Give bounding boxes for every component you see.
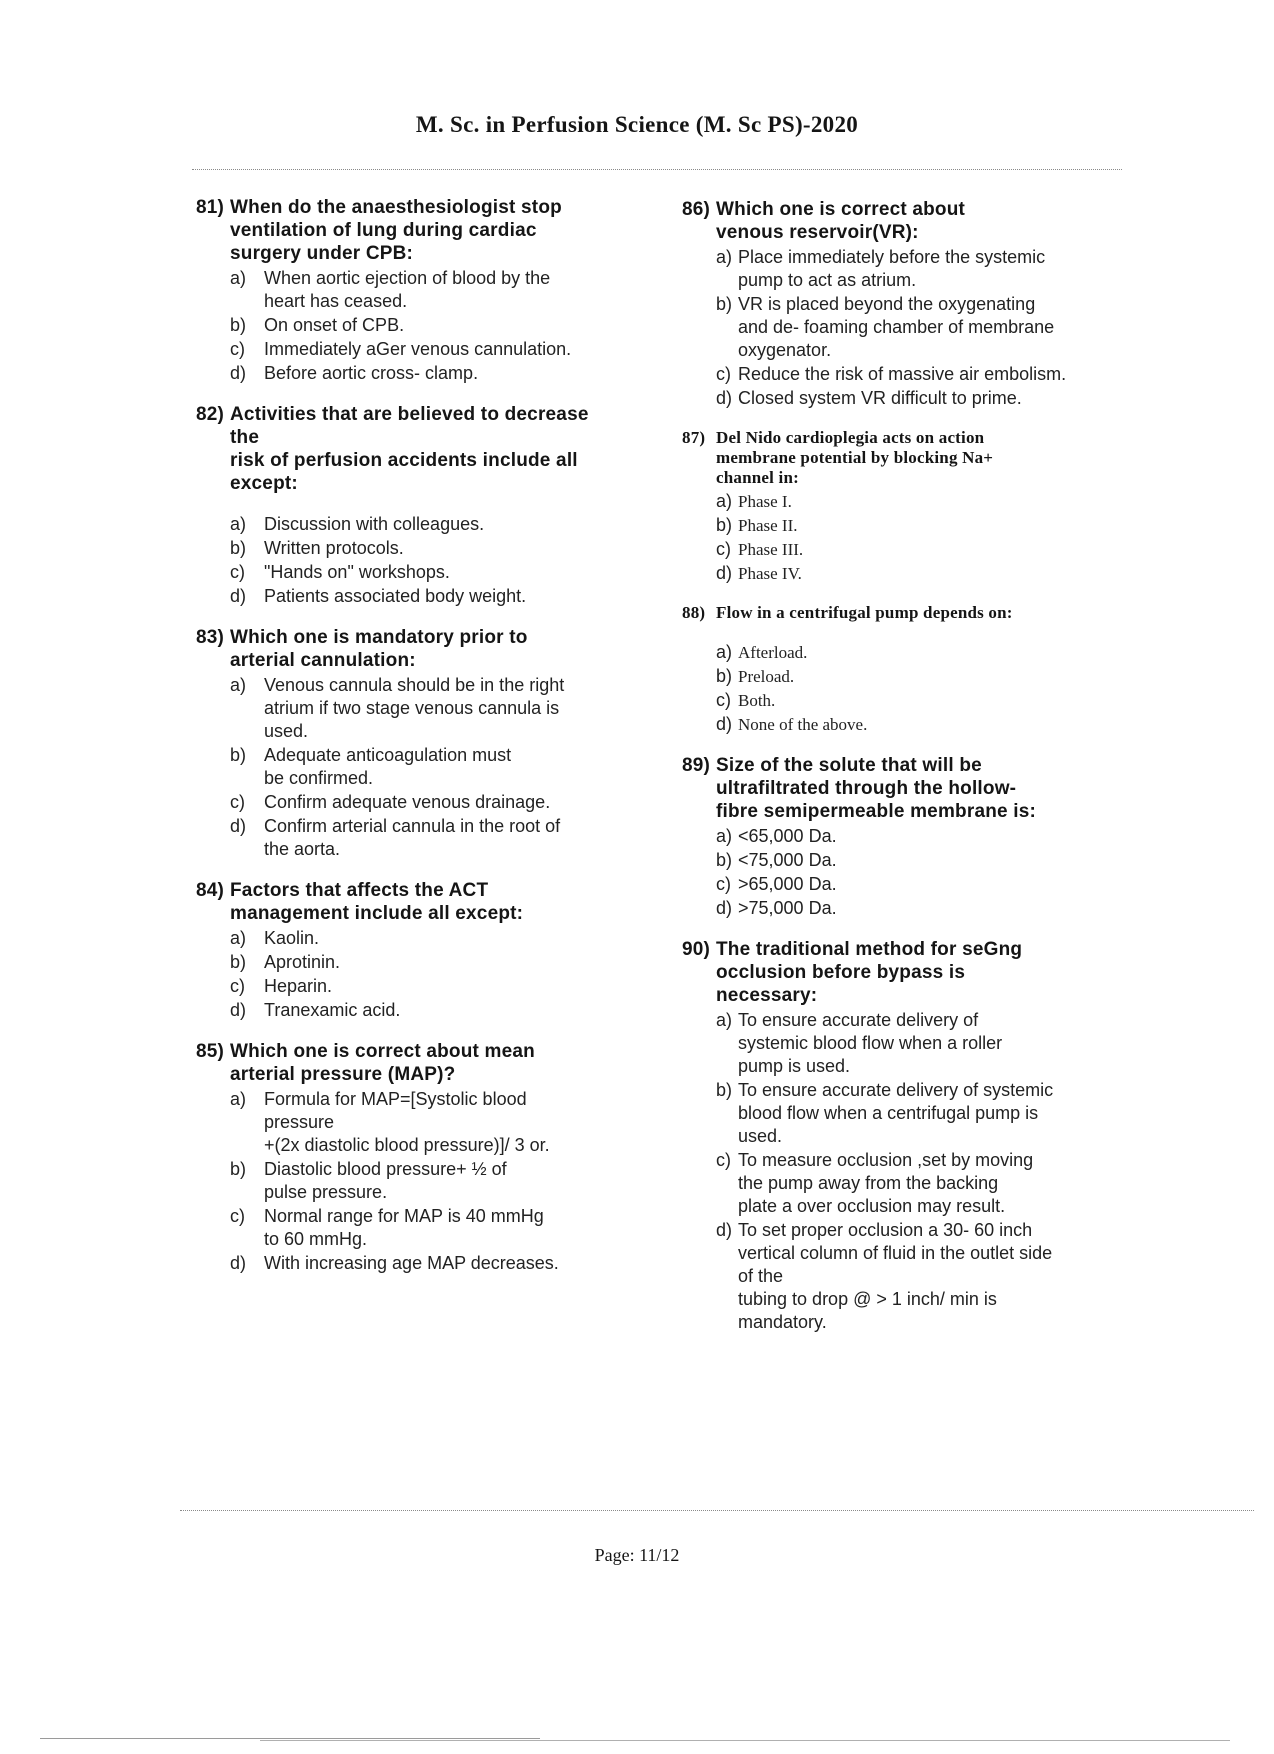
option-text: Kaolin.	[264, 928, 320, 948]
question-text: Activities that are believed to decrease the risk of perfusion accidents include all except:	[230, 404, 589, 494]
question-heading	[196, 879, 636, 925]
option-letter: c)	[716, 690, 731, 710]
question-text: When do the anaesthesiologist stop ventilation of lung during cardiac surgery under CPB:	[230, 197, 562, 264]
question-83	[196, 626, 636, 861]
option-letter: c)	[230, 976, 245, 996]
question-heading	[682, 754, 1152, 823]
option-letter: a)	[716, 491, 733, 511]
option-letter: c)	[230, 792, 245, 812]
option-letter: d)	[230, 1253, 247, 1273]
option-letter: b)	[230, 952, 247, 972]
option-list	[196, 674, 636, 861]
option-b	[230, 1158, 636, 1204]
option-a	[230, 1088, 636, 1157]
option-letter: c)	[230, 562, 245, 582]
option-text: Confirm arterial cannula in the root of the aorta.	[264, 816, 561, 859]
question-text: Flow in a centrifugal pump depends on:	[716, 603, 1013, 622]
option-text: Discussion with colleagues.	[264, 514, 485, 534]
question-number: 84)	[196, 880, 225, 901]
option-letter: a)	[716, 1010, 733, 1030]
option-list	[682, 825, 1152, 920]
option-text: To measure occlusion ,set by moving the pump away from the backing plate a over occlusion may result.	[738, 1150, 1034, 1216]
question-heading	[196, 626, 636, 672]
option-text: Closed system VR difficult to prime.	[738, 388, 1022, 408]
option-list	[682, 1009, 1152, 1334]
page-number: Page: 11/12	[594, 1545, 680, 1565]
option-list	[196, 513, 636, 608]
option-b	[716, 849, 1152, 872]
option-c	[230, 1205, 636, 1251]
question-number: 88)	[682, 603, 706, 622]
option-text: Phase IV.	[738, 564, 802, 583]
option-text: None of the above.	[738, 715, 868, 734]
option-b	[230, 314, 636, 337]
option-a	[716, 1009, 1152, 1078]
option-b	[230, 951, 636, 974]
option-d	[716, 897, 1152, 920]
option-c	[716, 1149, 1152, 1218]
option-d	[716, 713, 1152, 736]
option-letter: a)	[716, 642, 733, 662]
option-text: On onset of CPB.	[264, 315, 405, 335]
scan-edge-line	[260, 1740, 1230, 1741]
option-c	[716, 363, 1152, 386]
option-b	[716, 514, 1152, 537]
question-82	[196, 403, 636, 608]
option-c	[230, 338, 636, 361]
option-letter: b)	[716, 850, 733, 870]
option-list	[682, 246, 1152, 410]
question-number: 82)	[196, 404, 225, 425]
option-letter: d)	[716, 898, 733, 918]
option-letter: a)	[230, 675, 247, 695]
option-letter: d)	[230, 816, 247, 836]
option-text: Phase II.	[738, 516, 798, 535]
option-letter: b)	[230, 538, 247, 558]
question-number: 89)	[682, 755, 711, 776]
option-letter: b)	[230, 745, 247, 765]
question-heading	[682, 603, 1152, 623]
option-letter: b)	[716, 666, 733, 686]
option-text: With increasing age MAP decreases.	[264, 1253, 559, 1273]
option-text: VR is placed beyond the oxygenating and de- foaming chamber of membrane oxygenator.	[738, 294, 1055, 360]
option-text: When aortic ejection of blood by the heart has ceased.	[264, 268, 551, 311]
option-letter: c)	[716, 539, 731, 559]
option-letter: d)	[716, 714, 733, 734]
option-text: Before aortic cross- clamp.	[264, 363, 479, 383]
option-text: Diastolic blood pressure+ ½ of pulse pressure.	[264, 1159, 507, 1202]
question-text: Which one is correct about mean arterial pressure (MAP)?	[230, 1041, 535, 1085]
option-a	[716, 490, 1152, 513]
question-heading	[196, 1040, 636, 1086]
option-letter: a)	[716, 826, 733, 846]
option-list	[196, 927, 636, 1022]
option-b	[716, 1079, 1152, 1148]
option-a	[230, 513, 636, 536]
question-87	[682, 428, 1152, 585]
question-text: Which one is correct about venous reservoir(VR):	[716, 199, 966, 243]
question-84	[196, 879, 636, 1022]
option-text: Normal range for MAP is 40 mmHg to 60 mmHg.	[264, 1206, 544, 1249]
option-text: <65,000 Da.	[738, 826, 837, 846]
question-number: 83)	[196, 627, 225, 648]
option-letter: a)	[230, 514, 247, 534]
question-81	[196, 196, 636, 385]
option-text: To ensure accurate delivery of systemic blood flow when a centrifugal pump is used.	[738, 1080, 1054, 1146]
header-divider	[192, 169, 1122, 170]
option-a	[230, 674, 636, 743]
option-letter: b)	[230, 1159, 247, 1179]
option-a	[230, 267, 636, 313]
option-letter: d)	[716, 388, 733, 408]
option-a	[716, 641, 1152, 664]
option-b	[716, 665, 1152, 688]
question-text: The traditional method for seGng occlusion before bypass is necessary:	[716, 939, 1023, 1006]
option-letter: b)	[230, 315, 247, 335]
page-header-title: M. Sc. in Perfusion Science (M. Sc PS)-2020	[415, 112, 859, 137]
option-d	[230, 1252, 636, 1275]
option-list	[682, 641, 1152, 736]
option-text: Reduce the risk of massive air embolism.	[738, 364, 1067, 384]
question-89	[682, 754, 1152, 920]
option-text: Confirm adequate venous drainage.	[264, 792, 551, 812]
option-letter: a)	[230, 928, 247, 948]
option-c	[716, 873, 1152, 896]
question-heading	[196, 196, 636, 265]
option-letter: a)	[716, 247, 733, 267]
option-text: Place immediately before the systemic pump to act as atrium.	[738, 247, 1046, 290]
option-a	[716, 825, 1152, 848]
question-number: 86)	[682, 199, 711, 220]
option-b	[230, 537, 636, 560]
question-text: Size of the solute that will be ultrafiltrated through the hollow- fibre semipermeable membrane is:	[716, 755, 1037, 822]
option-letter: d)	[230, 1000, 247, 1020]
question-86	[682, 198, 1152, 410]
option-text: Written protocols.	[264, 538, 404, 558]
option-letter: c)	[716, 364, 731, 384]
left-question-column	[196, 196, 636, 1293]
option-b	[716, 293, 1152, 362]
option-text: Phase I.	[738, 492, 792, 511]
option-list	[196, 1088, 636, 1275]
option-text: Aprotinin.	[264, 952, 341, 972]
question-number: 87)	[682, 428, 706, 447]
footer-divider	[180, 1510, 1254, 1511]
option-text: Adequate anticoagulation must be confirmed.	[264, 745, 512, 788]
option-letter: b)	[716, 294, 733, 314]
option-text: Afterload.	[738, 643, 808, 662]
option-c	[230, 791, 636, 814]
option-letter: d)	[716, 1220, 733, 1240]
right-question-column	[682, 198, 1152, 1352]
option-text: Immediately aGer venous cannulation.	[264, 339, 572, 359]
option-c	[716, 689, 1152, 712]
option-text: Tranexamic acid.	[264, 1000, 401, 1020]
option-d	[716, 387, 1152, 410]
option-text: Venous cannula should be in the right atrium if two stage venous cannula is used.	[264, 675, 565, 741]
question-heading	[196, 403, 636, 495]
option-letter: c)	[716, 874, 731, 894]
question-heading	[682, 428, 1152, 488]
option-text: Patients associated body weight.	[264, 586, 527, 606]
option-text: Preload.	[738, 667, 795, 686]
option-letter: c)	[716, 1150, 731, 1170]
option-text: >75,000 Da.	[738, 898, 837, 918]
question-text: Factors that affects the ACT management include all except:	[230, 880, 524, 924]
option-text: To set proper occlusion a 30- 60 inch vertical column of fluid in the outlet side of the tubing to drop @ > 1 inch/ min is mandatory.	[738, 1220, 1053, 1332]
option-d	[230, 999, 636, 1022]
option-letter: a)	[230, 1089, 247, 1109]
scan-edge-line	[40, 1738, 540, 1739]
question-number: 90)	[682, 939, 711, 960]
option-d	[230, 815, 636, 861]
option-text: "Hands on" workshops.	[264, 562, 450, 582]
option-text: Heparin.	[264, 976, 333, 996]
question-heading	[682, 938, 1152, 1007]
question-85	[196, 1040, 636, 1275]
option-text: Formula for MAP=[Systolic blood pressure +(2x diastolic blood pressure)]/ 3 or.	[264, 1089, 550, 1155]
question-heading	[682, 198, 1152, 244]
option-letter: b)	[716, 1080, 733, 1100]
option-letter: d)	[230, 586, 247, 606]
option-letter: d)	[230, 363, 247, 383]
question-number: 81)	[196, 197, 225, 218]
question-90	[682, 938, 1152, 1334]
question-88	[682, 603, 1152, 736]
option-list	[196, 267, 636, 385]
option-letter: c)	[230, 339, 245, 359]
option-text: To ensure accurate delivery of systemic blood flow when a roller pump is used.	[738, 1010, 1003, 1076]
option-letter: d)	[716, 563, 733, 583]
option-list	[682, 490, 1152, 585]
option-d	[230, 362, 636, 385]
option-d	[716, 1219, 1152, 1334]
option-a	[716, 246, 1152, 292]
option-letter: c)	[230, 1206, 245, 1226]
option-letter: a)	[230, 268, 247, 288]
option-c	[230, 975, 636, 998]
question-number: 85)	[196, 1041, 225, 1062]
option-c	[716, 538, 1152, 561]
option-text: >65,000 Da.	[738, 874, 837, 894]
option-d	[230, 585, 636, 608]
option-b	[230, 744, 636, 790]
question-text: Del Nido cardioplegia acts on action membrane potential by blocking Na+ channel in:	[716, 428, 994, 487]
option-c	[230, 561, 636, 584]
option-text: Both.	[738, 691, 776, 710]
question-text: Which one is mandatory prior to arterial cannulation:	[230, 627, 528, 671]
option-letter: b)	[716, 515, 733, 535]
option-a	[230, 927, 636, 950]
option-d	[716, 562, 1152, 585]
option-text: Phase III.	[738, 540, 804, 559]
option-text: <75,000 Da.	[738, 850, 837, 870]
